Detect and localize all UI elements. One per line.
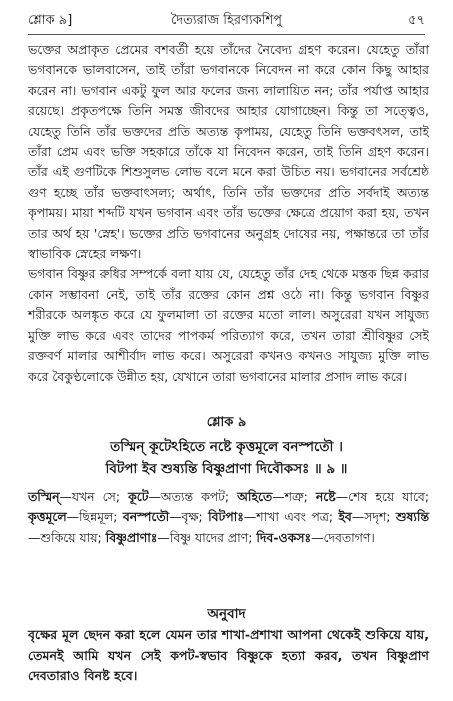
synonyms-block: তস্মিন্—যখন সে; কূটে—অত্যন্ত কপট; অহিতে—শত্রু; নষ্টে—শেষ হয়ে যাবে; কৃত্তমূলে—ছিন্নমূল; বনস্পতৌ—বৃক্ষ; বিটপাঃ—শাখা এবং পত্র; ইব—সদৃশ; শুষ্যন্তি—শুকিয়ে যায়; বিষ্ণুপ্রাণাঃ—বিষ্ণু যাদের প্রাণ; দিব-ওকসঃ—দেবতাগণ। — [28, 489, 430, 545]
purport-paragraph-2: ভগবান বিষ্ণুর রুধির সম্পর্কে বলা যায় যে, যেহেতু তাঁর দেহ থেকে মস্তক ছিন্ন করার কোন সম্ভাবনা নেই, তাই তাঁর রক্তের কোন প্রশ্ন ওঠে না। কিন্তু ভগবান বিষ্ণুর শরীরকে অলঙ্কৃত করে যে ফুলমালা তা রক্তের মতো লাল। অসুরেরা যখন সাযুজ্য মুক্তি লাভ করে এবং তাদের পাপকর্ম পরিত্যাগ করে, তখন তারা শ্রীবিষ্ণুর সেই রক্তবর্ণ মালার আশীর্বাদ লাভ করে। অসুরেরা কখনও কখনও সাযুজ্য মুক্তি লাভ করে বৈকুণ্ঠলোকে উন্নীত হয়, যেখানে তারা ভগবানের মালার প্রসাদ লাভ করে। — [28, 266, 429, 384]
synonym-word: বিটপাঃ — [208, 509, 244, 525]
header-verse-ref: শ্লোক ৯] — [28, 13, 73, 28]
synonym-word: তস্মিন্ — [28, 489, 60, 504]
purport-text — [28, 40, 429, 387]
translation-text: বৃক্ষের মূল ছেদন করা হলে যেমন তার শাখা-প্রশাখা আপনা থেকেই শুকিয়ে যায়, তেমনই আমি যখন সেই কপট-স্বভাব বিষ্ণুকে হত্যা করব, তখন বিষ্ণুপ্রাণ দেবতারাও বিনষ্ট হবে। — [28, 627, 429, 684]
synonym-meaning: সদৃশ — [364, 509, 387, 525]
verse-line-1: তস্মিন্ কূটেঽহিতে নষ্টে কৃত্তমূলে বনস্পতৌ । — [110, 439, 343, 455]
page-header — [28, 8, 425, 35]
synonym-meaning: বিষ্ণু যাদের প্রাণ — [169, 529, 249, 545]
header-page-number: ৫৭ — [408, 13, 425, 28]
synonym-word: অহিতে — [237, 489, 273, 504]
verse-line-2: বিটপা ইব শুষ্যন্তি বিষ্ণুপ্রাণা দিবৌকসঃ ॥ ৯ ॥ — [105, 461, 348, 477]
synonym-meaning: যখন সে — [71, 489, 116, 504]
synonym-meaning: শত্রু — [284, 489, 304, 504]
synonym-word: বনস্পতৌ — [122, 509, 170, 525]
synonym-meaning: ছিন্নমূল — [79, 509, 114, 525]
verse-title: শ্লোক ৯ — [206, 415, 247, 430]
header-chapter-title: দৈত্যরাজ হিরণ্যকশিপু — [171, 13, 282, 28]
synonym-word: বিষ্ণুপ্রাণাঃ — [105, 529, 158, 545]
synonym-word: শুষ্যন্তি — [395, 509, 429, 525]
translation-title: অনুবাদ — [207, 606, 246, 622]
synonym-word: নষ্টে — [315, 489, 336, 504]
purport-paragraph-1: ভক্তের অপ্রাকৃত প্রেমের বশবর্তী হয়ে তাঁদের নৈবেদ্য গ্রহণ করেন। যেহেতু তাঁরা ভগবানকে ভালবাসেন, তাই তাঁরা ভগবানকে নিবেদন না করে কোন কিছু আহার করেন না। ভগবান একটু ফুল আর ফলের জন্য লালায়িত নন; তাঁর পর্যাপ্ত আহার রয়েছে। প্রকৃতপক্ষে তিনি সমস্ত জীবদের আহার যোগাচ্ছেন। কিন্তু তা সত্ত্বেও, যেহেতু তিনি তাঁর ভক্তদের প্রতি অত্যন্ত কৃপাময়, যেহেতু তিনি ভক্তবৎসল, তাই তাঁরা প্রেম এবং ভক্তি সহকারে তাঁকে যা নিবেদন করেন, তাই তিনি গ্রহণ করেন। তাঁর এই গুণটিকে শিশুসুলভ লোভ বলে মনে করা উচিত নয়। ভগবানের সর্বশ্রেষ্ঠ গুণ হচ্ছে তাঁর ভক্তবাৎসল্য; অর্থাৎ, তিনি তাঁর ভক্তদের প্রতি সর্বদাই অত্যন্ত কৃপাময়। মায়া শব্দটি যখন ভগবান এবং তাঁর ভক্তের ক্ষেত্রে প্রয়োগ করা হয়, তখন তার অর্থ হয় 'স্নেহ'। ভক্তের প্রতি ভগবানের অনুগ্রহ দোষের নয়, পক্ষান্তরে তা তাঁর স্বাভাবিক স্নেহের লক্ষণ। — [28, 42, 429, 262]
synonym-meaning: বৃক্ষ — [181, 509, 199, 525]
synonym-meaning: অত্যন্ত কপট — [160, 489, 225, 504]
synonym-meaning: শুকিয়ে যায় — [40, 529, 98, 545]
synonym-meaning: শাখা এবং পত্র — [256, 509, 329, 525]
synonym-word: কূটে — [128, 489, 149, 504]
synonym-meaning: দেবতাগণ। — [323, 529, 375, 545]
synonym-word: ইব — [338, 509, 352, 525]
synonym-word: কৃত্তমূলে — [28, 509, 67, 525]
synonym-word: দিব-ওকসঃ — [256, 529, 312, 545]
synonym-meaning: শেষ হয়ে যাবে — [348, 489, 425, 504]
